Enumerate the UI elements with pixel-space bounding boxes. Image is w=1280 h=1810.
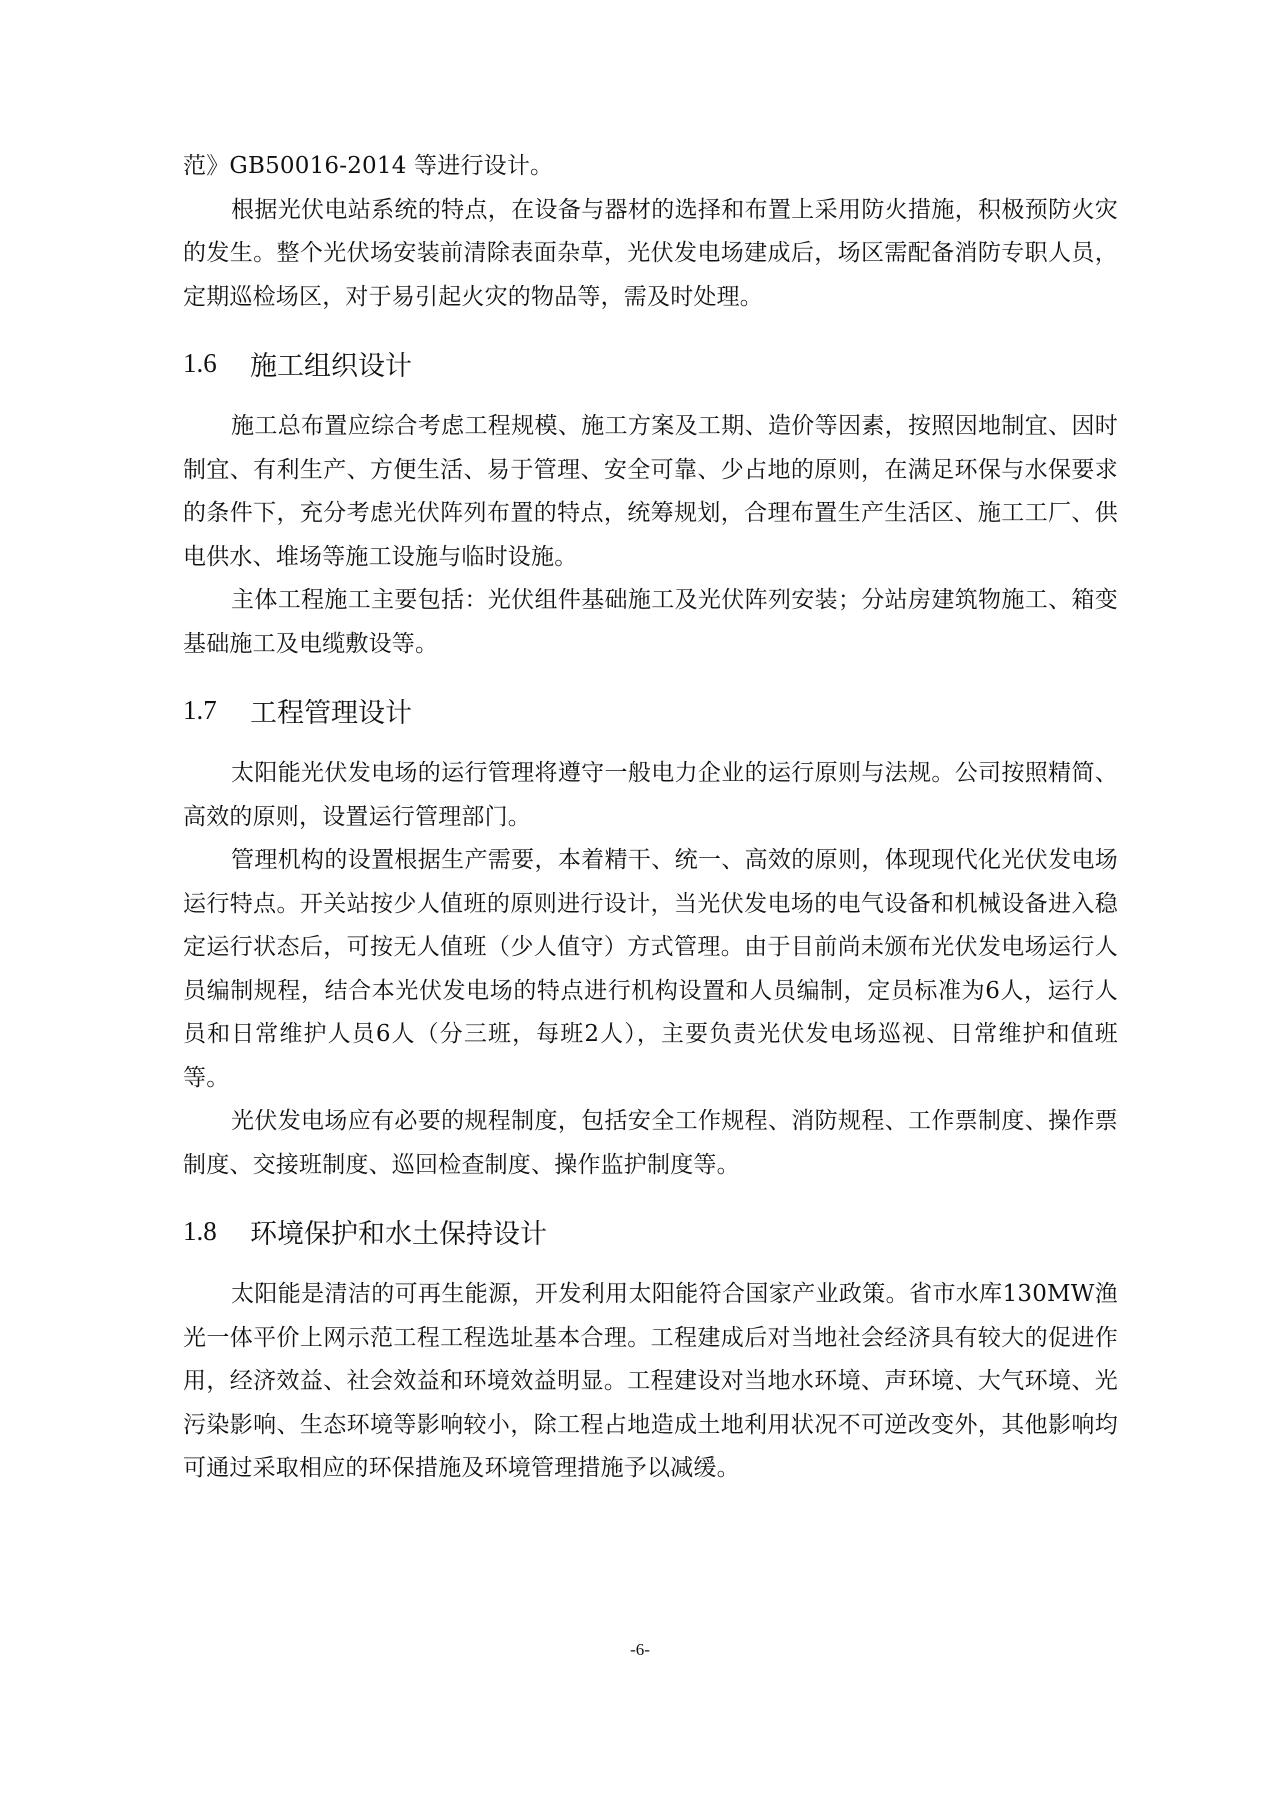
section-title: 环境保护和水土保持设计	[250, 1218, 547, 1250]
paragraph-operation-management: 太阳能光伏发电场的运行管理将遵守一般电力企业的运行原则与法规。公司按照精简、高效的原则，设置运行管理部门。	[183, 760, 1118, 830]
paragraph-environmental: 太阳能是清洁的可再生能源，开发利用太阳能符合国家产业政策。省市水库130MW渔光一体平价上网示范工程工程选址基本合理。工程建成后对当地社会经济具有较大的促进作用，经济效益、社会效益和环境效益明显。工程建设对当地水环境、声环境、大气环境、光污染影响、生态环境等影响较小，除工程占地造成土地利用状况不可逆改变外，其他影响均可通过采取相应的环保措施及环境管理措施予以减缓。	[183, 1281, 1118, 1481]
section-heading-1-8	[183, 1211, 1118, 1251]
paragraph-continuation: 范》GB50016-2014 等进行设计。	[183, 153, 554, 179]
paragraph-main-works: 主体工程施工主要包括：光伏组件基础施工及光伏阵列安装；分站房建筑物施工、箱变基础施工及电缆敷设等。	[183, 587, 1118, 657]
section-heading-1-6	[183, 343, 1118, 383]
paragraph-management-structure: 管理机构的设置根据生产需要，本着精干、统一、高效的原则，体现现代化光伏发电场运行特点。开关站按少人值班的原则进行设计，当光伏发电场的电气设备和机械设备进入稳定运行状态后，可按无人值班（少人值守）方式管理。由于目前尚未颁布光伏发电场运行人员编制规程，结合本光伏发电场的特点进行机构设置和人员编制，定员标准为6人，运行人员和日常维护人员6人（分三班，每班2人），主要负责光伏发电场巡视、日常维护和值班等。	[183, 847, 1118, 1091]
section-number: 1.7	[183, 694, 217, 725]
section-number: 1.8	[183, 1215, 217, 1246]
paragraph-fire-prevention: 根据光伏电站系统的特点，在设备与器材的选择和布置上采用防火措施，积极预防火灾的发生。整个光伏场安装前清除表面杂草，光伏发电场建成后，场区需配备消防专职人员，定期巡检场区，对于易引起火灾的物品等，需及时处理。	[183, 196, 1118, 310]
document-page	[183, 145, 1118, 1491]
section-title: 工程管理设计	[250, 697, 412, 729]
section-heading-1-7	[183, 690, 1118, 730]
page-number: -6-	[630, 1640, 650, 1659]
section-number: 1.6	[183, 347, 217, 378]
paragraph-regulations: 光伏发电场应有必要的规程制度，包括安全工作规程、消防规程、工作票制度、操作票制度、交接班制度、巡回检查制度、操作监护制度等。	[183, 1108, 1118, 1178]
section-title: 施工组织设计	[250, 350, 412, 382]
paragraph-construction-layout: 施工总布置应综合考虑工程规模、施工方案及工期、造价等因素，按照因地制宜、因时制宜、有利生产、方便生活、易于管理、安全可靠、少占地的原则，在满足环保与水保要求的条件下，充分考虑光伏阵列布置的特点，统筹规划，合理布置生产生活区、施工工厂、供电供水、堆场等施工设施与临时设施。	[183, 413, 1118, 570]
